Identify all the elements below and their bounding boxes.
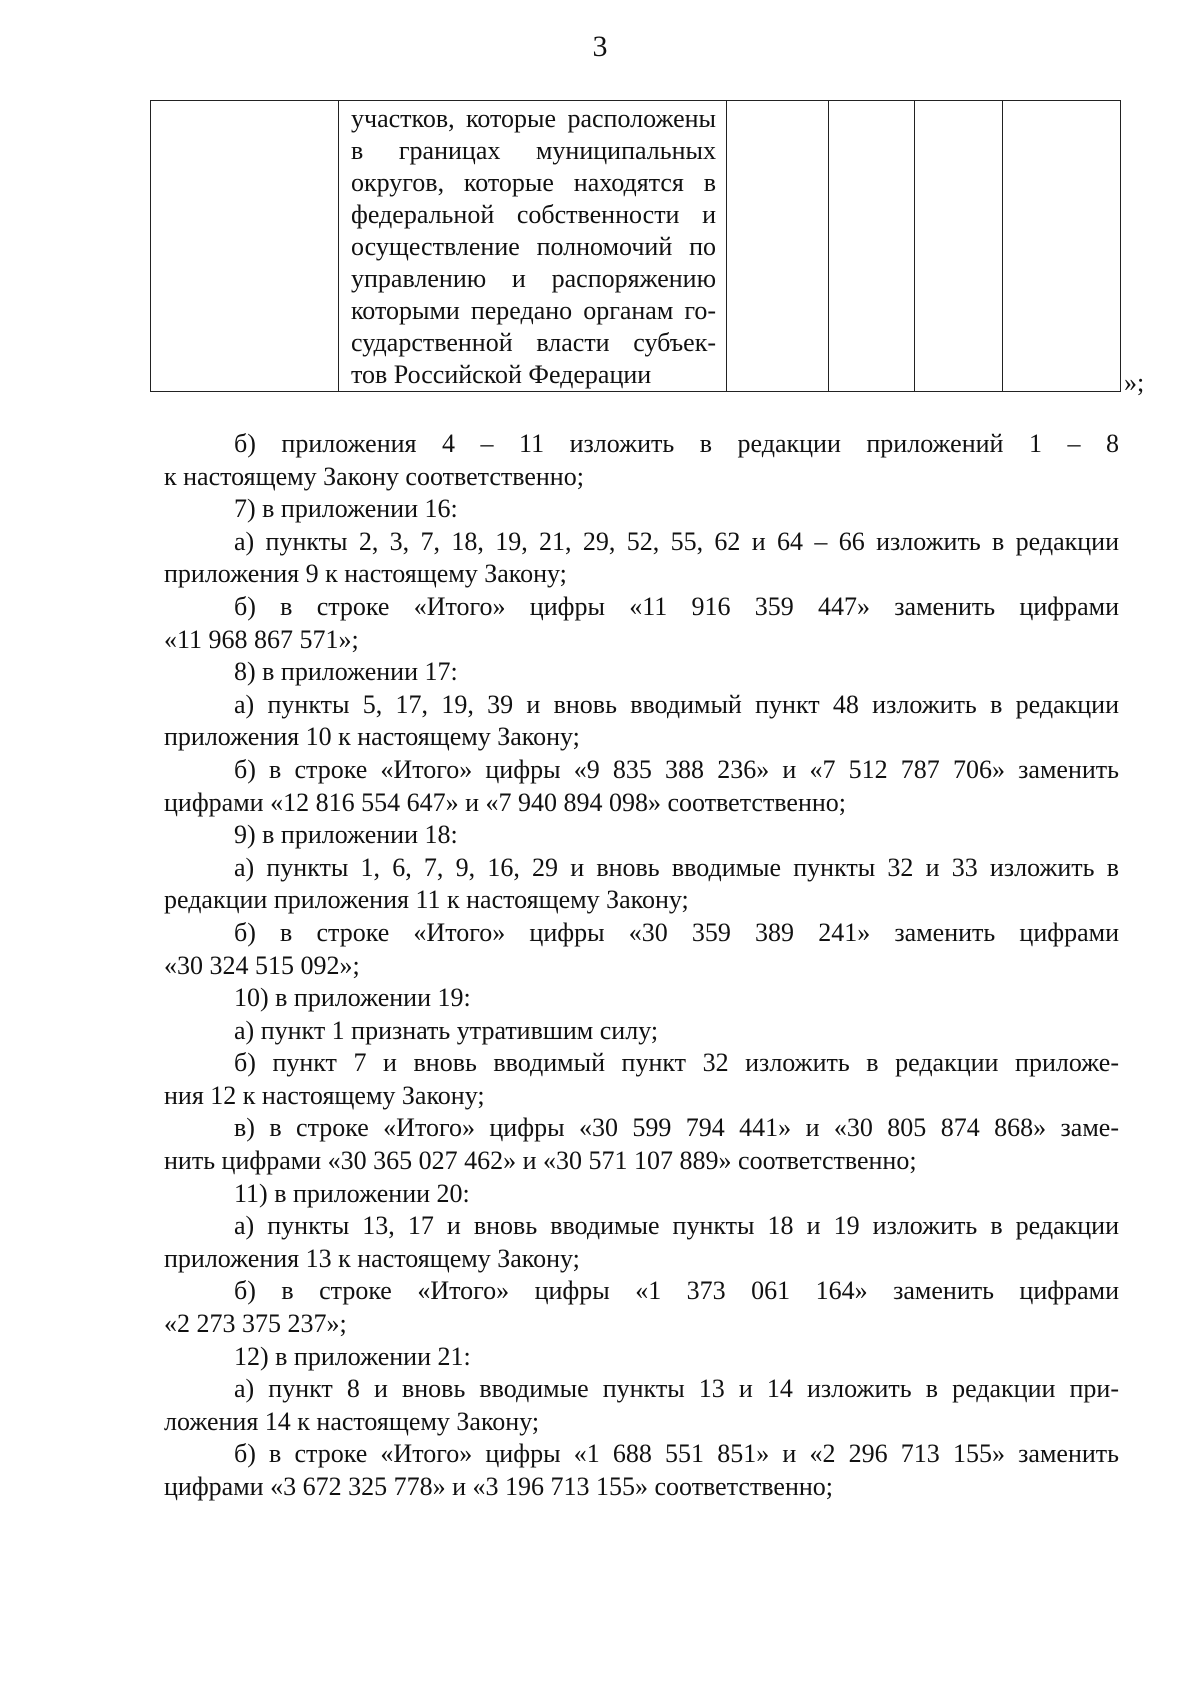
paragraph-line: 9) в приложении 18: [234, 820, 458, 850]
paragraph-line: приложения 13 к настоящему Закону; [164, 1243, 580, 1273]
paragraph-line: б) в строке «Итого» цифры «1 688 551 851» и «2 296 713 155» заменить [234, 1439, 1119, 1469]
paragraph-line: нить цифрами «30 365 027 462» и «30 571 107 889» соответственно; [164, 1146, 917, 1176]
document-body [164, 428, 1119, 1504]
table-text-line: которыми передано органам го- [351, 296, 716, 325]
paragraph-line: редакции приложения 11 к настоящему Закону; [164, 885, 689, 915]
paragraph-line: ния 12 к настоящему Закону; [164, 1080, 485, 1110]
table-cell-empty [151, 101, 339, 392]
table-text-line: сударственной власти субъек- [351, 328, 716, 357]
paragraph-line: приложения 9 к настоящему Закону; [164, 559, 567, 589]
table-cell-empty [829, 101, 915, 392]
paragraph-line: б) в строке «Итого» цифры «30 359 389 241» заменить цифрами [234, 917, 1119, 947]
paragraph-line: а) пункт 8 и вновь вводимые пункты 13 и 14 изложить в редакции при- [234, 1374, 1119, 1404]
paragraph-line: 12) в приложении 21: [234, 1341, 471, 1371]
table-text-line: федеральной собственности и [351, 200, 716, 229]
table-fragment [150, 100, 1121, 392]
paragraph-line: б) пункт 7 и вновь вводимый пункт 32 изложить в редакции приложе- [234, 1048, 1119, 1078]
page-number: 3 [592, 30, 608, 63]
paragraph-line: «30 324 515 092»; [164, 950, 360, 980]
paragraph-line: 11) в приложении 20: [234, 1178, 470, 1208]
table-text-line: участков, которые расположены [351, 104, 716, 133]
table-row [151, 101, 1121, 392]
paragraph-line: а) пункты 1, 6, 7, 9, 16, 29 и вновь вводимые пункты 32 и 33 изложить в [234, 852, 1119, 882]
paragraph-line: 7) в приложении 16: [234, 494, 458, 524]
table-closing-quote: »; [1124, 368, 1145, 397]
paragraph-line: приложения 10 к настоящему Закону; [164, 722, 580, 752]
table-text-line: в границах муниципальных [351, 136, 716, 165]
paragraph-line: а) пункты 2, 3, 7, 18, 19, 21, 29, 52, 55, 62 и 64 – 66 изложить в редакции [234, 526, 1119, 556]
paragraph-line: а) пункты 5, 17, 19, 39 и вновь вводимый пункт 48 изложить в редакции [234, 689, 1119, 719]
paragraph-line: б) приложения 4 – 11 изложить в редакции приложений 1 – 8 [234, 429, 1119, 458]
table-cell-empty [1003, 101, 1121, 392]
paragraph-line: а) пункты 13, 17 и вновь вводимые пункты 18 и 19 изложить в редакции [234, 1211, 1119, 1241]
paragraph-line: «2 273 375 237»; [164, 1309, 347, 1339]
table-cell-empty [915, 101, 1003, 392]
paragraph-line: б) в строке «Итого» цифры «9 835 388 236» и «7 512 787 706» заменить [234, 754, 1119, 784]
paragraph-line: ложения 14 к настоящему Закону; [164, 1406, 540, 1436]
table-text-line: округов, которые находятся в [351, 168, 716, 197]
paragraph-line: в) в строке «Итого» цифры «30 599 794 441» и «30 805 874 868» заме- [234, 1113, 1119, 1143]
paragraph-line: б) в строке «Итого» цифры «11 916 359 447» заменить цифрами [234, 591, 1119, 621]
paragraph-line: б) в строке «Итого» цифры «1 373 061 164» заменить цифрами [234, 1276, 1119, 1306]
table-text-line: тов Российской Федерации [351, 360, 652, 389]
paragraph-line: 10) в приложении 19: [234, 983, 471, 1013]
table-text-line: управлению и распоряжению [351, 264, 716, 293]
table-cell-description [339, 101, 727, 392]
paragraph-line: 8) в приложении 17: [234, 657, 458, 687]
paragraph-line: к настоящему Закону соответственно; [164, 461, 584, 491]
table-cell-empty [727, 101, 829, 392]
paragraph-line: цифрами «3 672 325 778» и «3 196 713 155» соответственно; [164, 1472, 834, 1501]
paragraph-line: а) пункт 1 признать утратившим силу; [234, 1015, 659, 1045]
paragraph-line: «11 968 867 571»; [164, 624, 359, 654]
paragraph-line: цифрами «12 816 554 647» и «7 940 894 098» соответственно; [164, 787, 847, 817]
table-text-line: осуществление полномочий по [351, 232, 716, 261]
